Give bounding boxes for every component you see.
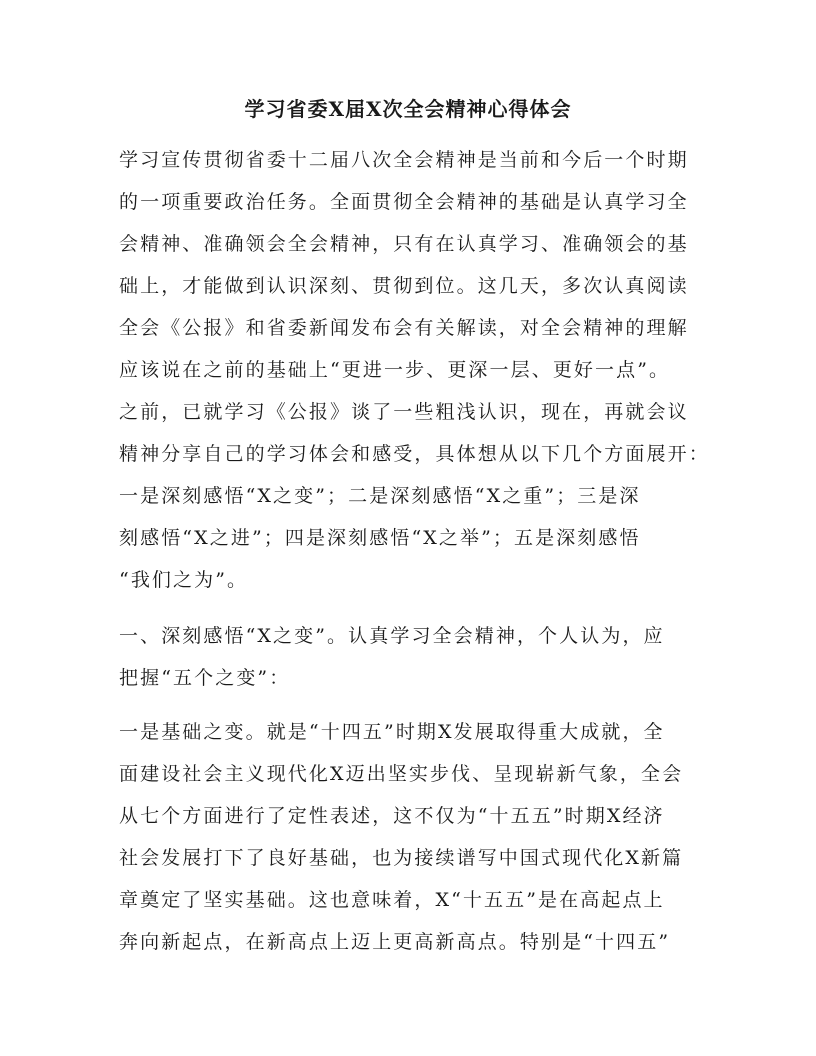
body-line-1: 学习宣传贯彻省委十二届八次全会精神是当前和今后一个时期 [119, 149, 689, 171]
body-line-10: 刻感悟“X之进”；四是深刻感悟“X之举”；五是深刻感悟 [119, 527, 641, 549]
body-line-5: 全会《公报》和省委新闻发布会有关解读，对全会精神的理解 [119, 317, 689, 339]
body-line-15: 面建设社会主义现代化X迈出坚实步伐、呈现崭新气象，全会 [119, 763, 684, 785]
body-line-6: 应该说在之前的基础上“更进一步、更深一层、更好一点”。 [119, 359, 671, 381]
body-line-16: 从七个方面进行了定性表述，这不仅为“十五五”时期X经济 [119, 805, 665, 827]
body-line-7: 之前，已就学习《公报》谈了一些粗浅认识，现在，再就会议 [119, 401, 689, 423]
body-line-17: 社会发展打下了良好基础，也为接续谱写中国式现代化X新篇 [119, 847, 684, 869]
section-heading-line-1: 一、深刻感悟“X之变”。认真学习全会精神，个人认为，应 [119, 625, 665, 647]
body-line-4: 础上，才能做到认识深刻、贯彻到位。这几天，多次认真阅读 [119, 275, 689, 297]
body-line-19: 奔向新起点，在新高点上迈上更高新高点。特别是“十四五” [119, 931, 671, 953]
body-line-18: 章奠定了坚实基础。这也意味着，X“十五五”是在高起点上 [119, 889, 665, 911]
document-title: 学习省委X届X次全会精神心得体会 [244, 97, 572, 121]
body-line-11: “我们之为”。 [119, 569, 249, 591]
body-line-8: 精神分享自己的学习体会和感受，具体想从以下几个方面展开： [119, 443, 710, 465]
body-line-14: 一是基础之变。就是“十四五”时期X发展取得重大成就，全 [119, 721, 665, 743]
body-line-9: 一是深刻感悟“X之变”；二是深刻感悟“X之重”；三是深 [119, 485, 641, 507]
section-heading-line-2: 把握“五个之变”： [119, 667, 291, 689]
body-line-2: 的一项重要政治任务。全面贯彻全会精神的基础是认真学习全 [119, 191, 689, 213]
body-line-3: 会精神、准确领会全会精神，只有在认真学习、准确领会的基 [119, 233, 689, 255]
